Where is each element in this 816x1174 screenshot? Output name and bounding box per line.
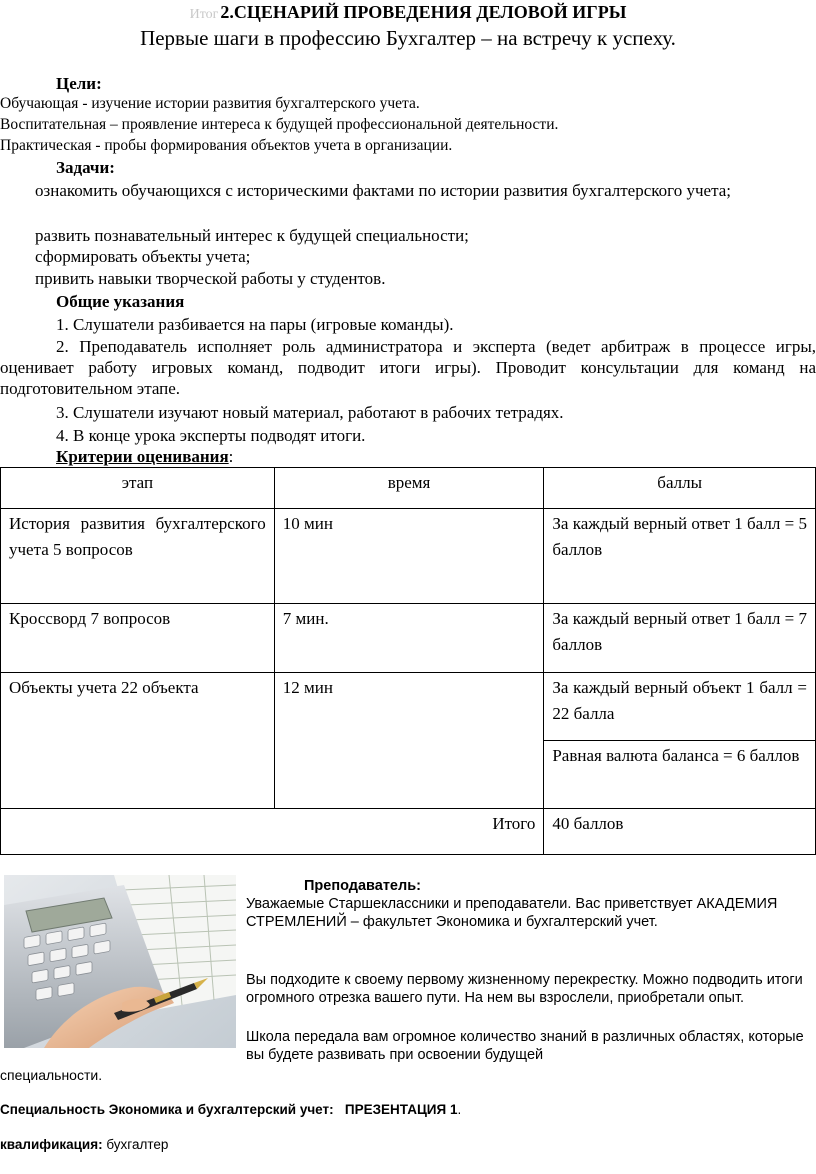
stage-cell: История развития бухгалтерского учета 5 вопросов (1, 509, 275, 604)
total-row (1, 809, 816, 855)
calculator-illustration (4, 875, 236, 1048)
instructions-heading: Общие указания (56, 292, 185, 311)
qualification-line (0, 1136, 168, 1154)
column-header: этап (1, 468, 275, 509)
specialty-label: Специальность Экономика и бухгалтерский учет: (0, 1102, 334, 1117)
specialty-line: Специальность Экономика и бухгалтерский учет: ПРЕЗЕНТАЦИЯ 1. (0, 1102, 462, 1117)
stage-cell: Объекты учета 22 объекта (1, 673, 275, 809)
instruction-item: 4. В конце урока эксперты подводят итоги. (56, 426, 366, 445)
table-row (1, 604, 816, 673)
points-cell: За каждый верный ответ 1 балл = 5 баллов (544, 509, 816, 604)
table-row (1, 673, 816, 741)
instruction-item: 1. Слушатели разбивается на пары (игровые команды). (56, 315, 454, 334)
task-item: ознакомить обучающихся с историческими фактами по истории развития бухгалтерского учета; (35, 181, 731, 200)
ghost-text: Итог (189, 7, 219, 22)
tasks-heading: Задачи: (56, 158, 115, 177)
task-item: развить познавательный интерес к будущей специальности; (35, 226, 469, 245)
goals-heading: Цели: (56, 74, 102, 93)
stage-cell: Кроссворд 7 вопросов (1, 604, 275, 673)
task-item: привить навыки творческой работы у студентов. (35, 269, 386, 288)
task-item: сформировать объекты учета; (35, 247, 251, 266)
criteria-table (0, 467, 816, 855)
column-header: баллы (544, 468, 816, 509)
time-cell: 12 мин (274, 673, 544, 809)
goal-item: Обучающая - изучение истории развития бухгалтерского учета. (0, 95, 420, 112)
time-cell: 10 мин (274, 509, 544, 604)
points-cell: Равная валюта баланса = 6 баллов (544, 741, 816, 809)
teacher-paragraph: Вы подходите к своему первому жизненному перекрестку. Можно подводить итоги огромного отрезка вашего пути. На нем вы взрослели, приобретали опыт. (246, 972, 803, 1006)
qualification-value: бухгалтер (106, 1137, 169, 1152)
teacher-paragraph: Школа передала вам огромное количество знаний в различных областях, которые вы будете развивать при освоении будущей (246, 1029, 804, 1063)
total-label: Итого (1, 809, 544, 855)
instruction-item: 2. Преподаватель исполняет роль администратора и эксперта (ведет арбитраж в процессе игры, оценивает работу игровых команд, подводит итоги игры). Проводит консультации для команд на подготовительном этапе. (0, 337, 816, 398)
document-title: Итог 2.СЦЕНАРИЙ ПРОВЕДЕНИЯ ДЕЛОВОЙ ИГРЫ (189, 2, 627, 22)
table-row (1, 509, 816, 604)
teacher-paragraph: Уважаемые Старшеклассники и преподаватели. Вас приветствует АКАДЕМИЯ СТРЕМЛЕНИЙ – факультет Экономика и бухгалтерский учет. (246, 896, 778, 930)
calculator-photo (4, 875, 236, 1048)
total-value: 40 баллов (544, 809, 816, 855)
goal-item: Практическая - пробы формирования объектов учета в организации. (0, 137, 453, 154)
presentation-link[interactable]: ПРЕЗЕНТАЦИЯ 1 (344, 1102, 458, 1117)
goal-item: Воспитательная – проявление интереса к будущей профессиональной деятельности. (0, 116, 559, 133)
points-cell: За каждый верный ответ 1 балл = 7 баллов (544, 604, 816, 673)
criteria-heading: Критерии оценивания: (56, 447, 234, 466)
instruction-item: 3. Слушатели изучают новый материал, работают в рабочих тетрадях. (56, 403, 564, 422)
qualification-label: квалификация: (0, 1137, 103, 1152)
table-header-row (1, 468, 816, 509)
column-header: время (274, 468, 544, 509)
points-cell: За каждый верный объект 1 балл = 22 балла (544, 673, 816, 741)
teacher-paragraph-tail: специальности. (0, 1067, 103, 1083)
teacher-heading: Преподаватель: (304, 878, 421, 894)
time-cell: 7 мин. (274, 604, 544, 673)
document-subtitle: Первые шаги в профессию Бухгалтер – на встречу к успеху. (140, 26, 676, 50)
